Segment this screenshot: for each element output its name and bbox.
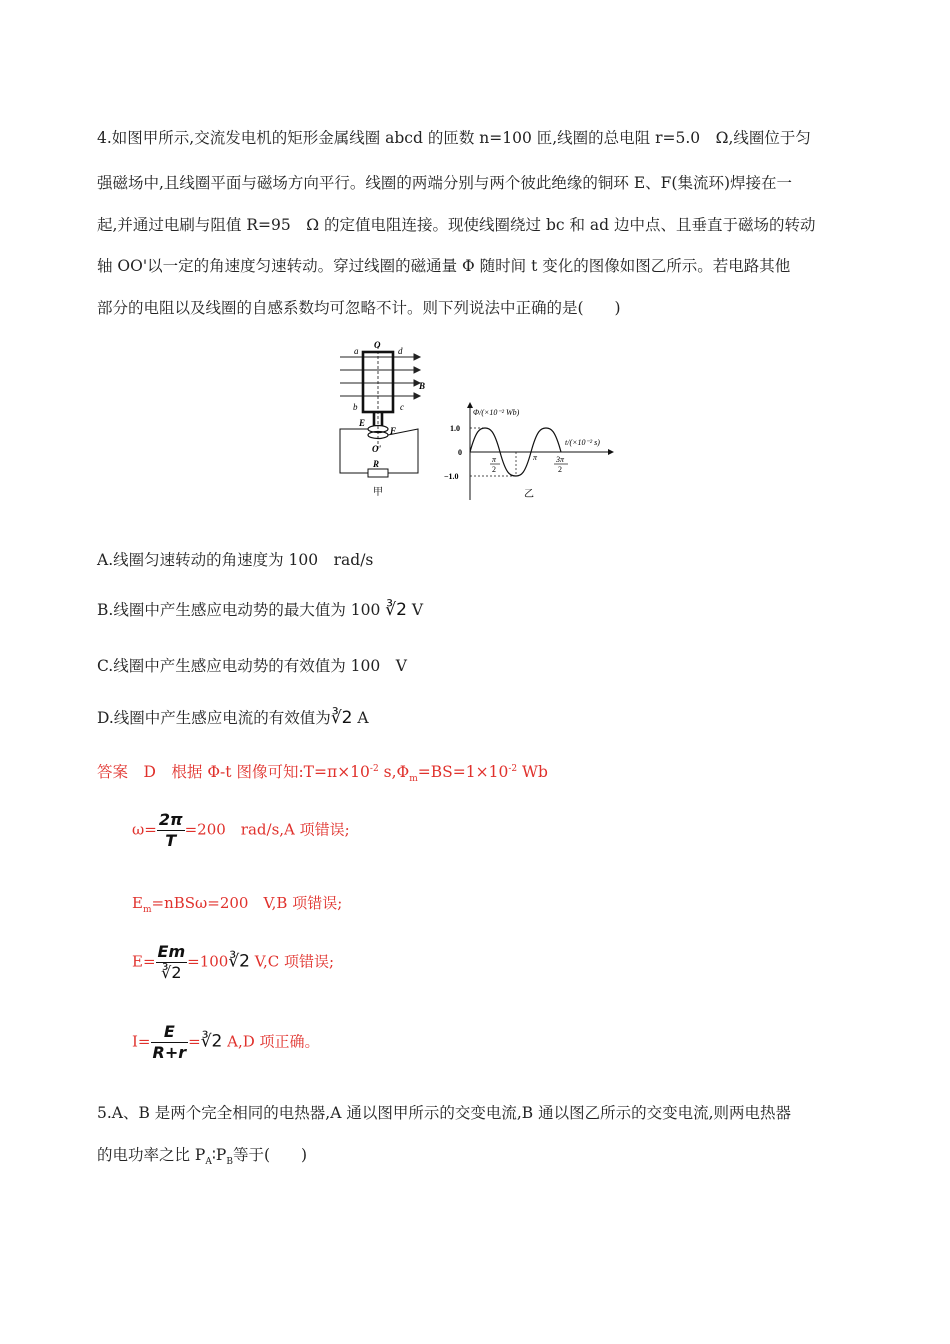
label-d: d [398,346,403,356]
answer-line-e [132,942,334,983]
answer-line-em [132,892,342,915]
q4-stem-line-4: 轴 OO'以一定的角速度匀速转动。穿过线圈的磁通量 Φ 随时间 t 变化的图像如图乙所示。若电路其他 [97,257,791,275]
option-d-unit: A [352,709,369,727]
y-tick-1: 1.0 [450,424,460,433]
answer-head-mid2: =BS=1×10 [417,763,509,781]
y-axis-label: Φ/(×10⁻² Wb) [473,408,520,417]
answer-head-mid: s,Φ [378,763,410,781]
option-a: A.线圈匀速转动的角速度为 100 rad/s [97,551,374,569]
q5-line2-post: 等于( ) [232,1146,308,1164]
i-fraction [151,1022,189,1063]
e-fraction-den: ∛2 [161,963,182,982]
answer-phi-sub: m [409,774,418,785]
omega-fraction-num: 2π [158,810,183,829]
e-mid: =100 [187,952,229,971]
label-B: B [419,381,426,391]
label-b: b [353,402,358,412]
option-d-radical: ∛2 [330,708,353,728]
i-rhs: A,D 项正确。 [222,1032,320,1051]
q4-stem-line-1: 4.如图甲所示,交流发电机的矩形金属线圈 abcd 的匝数 n=100 匝,线圈的总电阻 r=5.0 Ω,线圈位于匀 [97,129,811,147]
em-rhs: =nBSω=200 V,B 项错误; [151,894,343,912]
em-sub: m [142,905,152,915]
answer-line-omega [132,810,350,851]
answer-heading [97,760,548,784]
omega-rhs: =200 rad/s,A 项错误; [184,820,350,839]
e-rhs: V,C 项错误; [250,952,335,971]
i-fraction-num: E [151,1022,189,1043]
figure-caption-yi: 乙 [524,489,534,500]
q5-sub-b: B [226,1157,233,1168]
e-radical: ∛2 [228,951,250,972]
label-R: R [373,459,380,469]
option-b [97,598,423,620]
x-tick-3pi-over-2-den: 2 [558,465,562,474]
answer-head-post: Wb [517,763,548,781]
option-d [97,706,369,728]
figure-caption-jia: 甲 [373,487,383,498]
e-fraction [156,942,188,983]
omega-fraction-den: T [165,831,177,850]
x-tick-pi-over-2-num: π [492,455,497,464]
i-lhs: I= [132,1032,151,1051]
em-lhs: E [132,894,143,912]
answer-exp-1: -2 [369,763,379,774]
q4-stem-line-2: 强磁场中,且线圈平面与磁场方向平行。线圈的两端分别与两个彼此绝缘的铜环 E、F(集流环)焊接在一 [97,174,793,192]
i-mid: = [188,1032,201,1051]
answer-head-text: 答案 D 根据 Φ-t 图像可知:T=π×10 [97,763,370,781]
figure-yi-flux-graph [440,400,620,505]
answer-exp-2: -2 [508,763,518,774]
figure-jia-generator [330,340,442,500]
q5-stem-line-1: 5.A、B 是两个完全相同的电热器,A 通以图甲所示的交变电流,B 通以图乙所示的交变电流,则两电热器 [97,1104,792,1122]
x-axis-label: t/(×10⁻² s) [565,438,600,447]
option-b-radical: ∛2 [385,600,407,620]
y-tick-neg1: −1.0 [444,472,459,481]
q4-stem-line-5: 部分的电阻以及线圈的自感系数均可忽略不计。则下列说法中正确的是( ) [97,299,621,317]
q5-sub-a: A [205,1157,212,1168]
i-fraction-den: R+r [152,1043,187,1062]
label-F: F [390,426,397,436]
x-tick-pi: π [533,453,538,462]
label-O-prime: O' [372,444,381,454]
option-b-text: B.线圈中产生感应电动势的最大值为 100 [97,601,386,619]
label-c: c [400,402,404,412]
label-E: E [359,418,366,428]
answer-line-i [132,1022,320,1063]
omega-fraction [157,810,185,851]
y-tick-0: 0 [458,448,462,457]
option-b-unit: V [406,601,424,619]
label-O: O [374,340,381,350]
q5-line2-text: 的电功率之比 P [97,1146,206,1164]
q4-stem-line-3: 起,并通过电刷与阻值 R=95 Ω 的定值电阻连接。现使线圈绕过 bc 和 ad 边中点、且垂直于磁场的转动 [97,216,816,234]
e-fraction-num: Em [157,942,186,961]
q5-line2-mid: ∶P [211,1146,227,1164]
omega-lhs: ω= [132,820,157,839]
i-radical: ∛2 [200,1031,223,1052]
option-c: C.线圈中产生感应电动势的有效值为 100 V [97,657,407,675]
x-tick-3pi-over-2-num: 3π [556,455,565,464]
option-d-text: D.线圈中产生感应电流的有效值为 [97,709,331,727]
q5-stem-line-2 [97,1143,307,1167]
x-tick-pi-over-2-den: 2 [492,465,496,474]
e-lhs: E= [132,952,156,971]
label-a: a [354,346,359,356]
